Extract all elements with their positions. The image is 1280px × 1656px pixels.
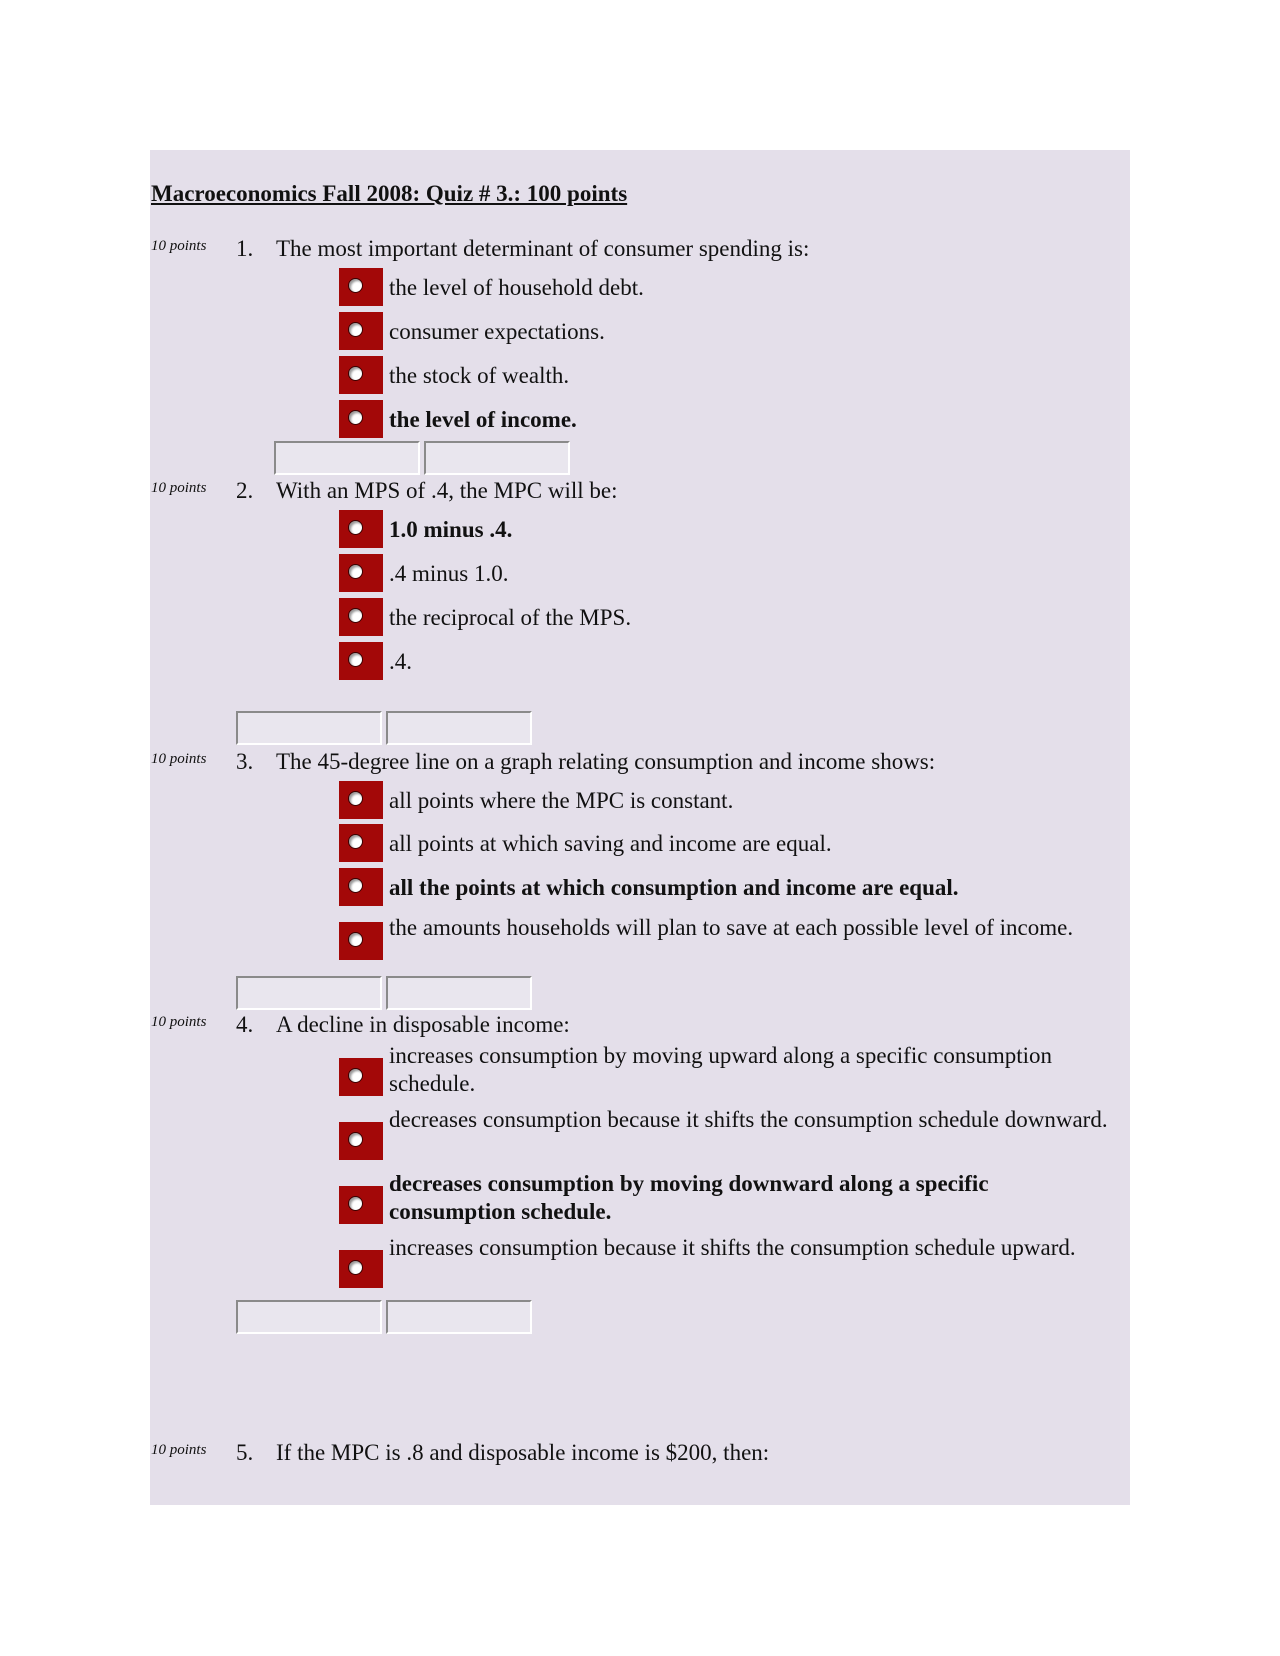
answer-text: the amounts households will plan to save at each possible level of income. [389, 915, 1074, 940]
answer-text: .4. [389, 649, 412, 674]
answer-text: all points where the MPC is constant. [389, 788, 734, 813]
radio-button-icon[interactable] [339, 922, 383, 960]
answer-text: all points at which saving and income are equal. [389, 831, 832, 856]
radio-button-icon[interactable] [339, 868, 383, 906]
radio-button-icon[interactable] [339, 510, 383, 548]
answer-text: the reciprocal of the MPS. [389, 605, 632, 630]
radio-button-icon[interactable] [339, 1250, 383, 1288]
radio-button-icon[interactable] [339, 1186, 383, 1224]
radio-button-icon[interactable] [339, 824, 383, 862]
answer-text: the level of income. [389, 407, 577, 432]
answer-text: increases consumption by moving upward along a specific consumption schedule. [389, 1043, 1053, 1096]
score-field[interactable] [424, 441, 570, 475]
radio-button-icon[interactable] [339, 1058, 383, 1096]
radio-button-icon[interactable] [339, 598, 383, 636]
radio-button-icon[interactable] [339, 642, 383, 680]
score-field[interactable] [274, 441, 420, 475]
question-text: If the MPC is .8 and disposable income is $200, then: [276, 1440, 770, 1465]
question-points: 10 points [151, 1442, 207, 1458]
question-number: 2. [236, 478, 254, 503]
question-points: 10 points [151, 1014, 207, 1030]
question-points: 10 points [151, 238, 207, 254]
question-number: 3. [236, 749, 254, 774]
question-text: With an MPS of .4, the MPC will be: [276, 478, 618, 503]
answer-text: decreases consumption because it shifts the consumption schedule downward. [389, 1107, 1108, 1132]
answer-text: consumer expectations. [389, 319, 605, 344]
radio-button-icon[interactable] [339, 781, 383, 819]
answer-text: 1.0 minus .4. [389, 517, 513, 542]
question-text: The most important determinant of consumer spending is: [276, 236, 810, 261]
answer-text: increases consumption because it shifts the consumption schedule upward. [389, 1235, 1076, 1260]
answer-text: the stock of wealth. [389, 363, 570, 388]
answer-text: the level of household debt. [389, 275, 644, 300]
answer-text: all the points at which consumption and income are equal. [389, 875, 959, 900]
radio-button-icon[interactable] [339, 400, 383, 438]
question-number: 5. [236, 1440, 254, 1465]
score-field[interactable] [386, 1300, 532, 1334]
radio-button-icon[interactable] [339, 356, 383, 394]
question-points: 10 points [151, 751, 207, 767]
score-field[interactable] [236, 976, 382, 1010]
question-number: 1. [236, 236, 254, 261]
score-field[interactable] [236, 711, 382, 745]
answer-text: .4 minus 1.0. [389, 561, 509, 586]
score-field[interactable] [236, 1300, 382, 1334]
question-text: A decline in disposable income: [276, 1012, 570, 1037]
quiz-title: Macroeconomics Fall 2008: Quiz # 3.: 100 points [151, 181, 628, 206]
radio-button-icon[interactable] [339, 268, 383, 306]
question-number: 4. [236, 1012, 254, 1037]
answer-text: decreases consumption by moving downward along a specific consumption schedule. [389, 1171, 989, 1224]
radio-button-icon[interactable] [339, 1122, 383, 1160]
score-field[interactable] [386, 976, 532, 1010]
question-text: The 45-degree line on a graph relating consumption and income shows: [276, 749, 936, 774]
radio-button-icon[interactable] [339, 312, 383, 350]
score-field[interactable] [386, 711, 532, 745]
question-points: 10 points [151, 480, 207, 496]
radio-button-icon[interactable] [339, 554, 383, 592]
